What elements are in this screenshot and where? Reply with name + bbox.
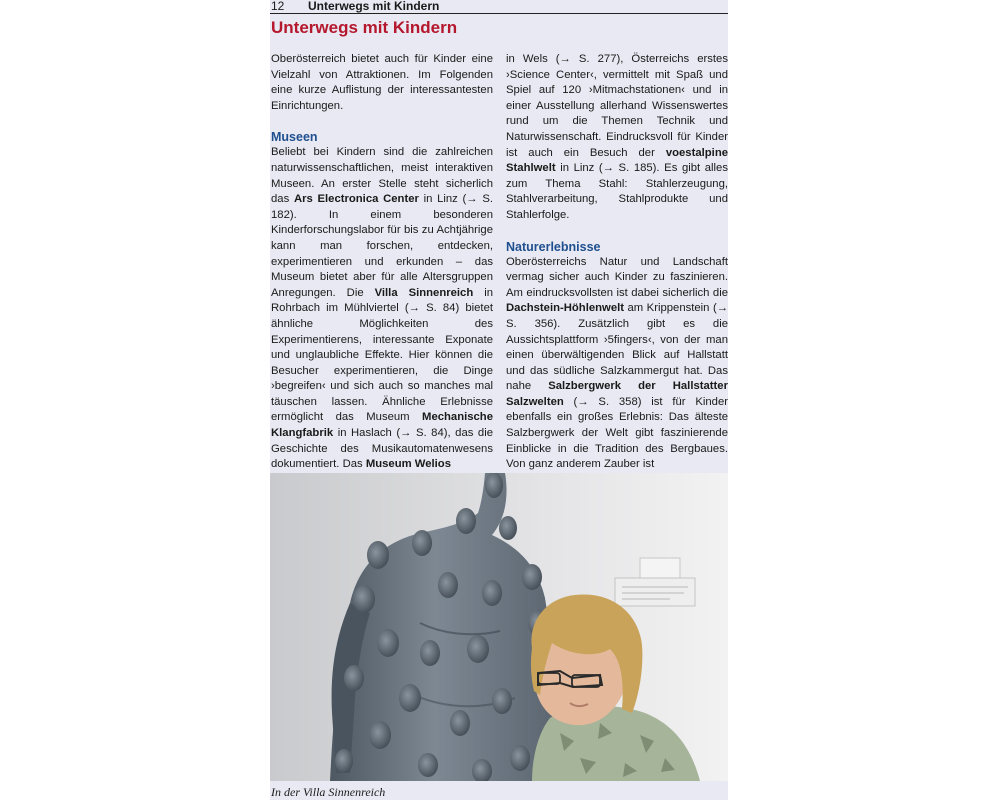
photo-illustration [270, 473, 728, 781]
running-head-title: Unterwegs mit Kindern [308, 0, 440, 13]
section-heading-museen: Museen [271, 130, 318, 145]
natur-text-3: (→ S. 358) ist für Kinder ebenfalls ein großes Erlebnis: Das älteste Salzbergwerk der Welt gibt faszinierende Einblicke in die Tradition des Bergbaues. Von ganz anderem Zauber ist [506, 395, 728, 471]
museen-text-5: in Wels (→ S. 277), Österreichs erstes ›Science Center‹, vermittelt mit Spaß und Spiel auf 120 ›Mitmachstationen‹ und in einer Ausstellung allerhand Wissenswertes rund um die Themen Technik und Naturwissenschaft. Eindrucksvoll für Kinder ist auch ein Besuch der [506, 53, 728, 159]
photo-caption: In der Villa Sinnenreich [271, 785, 386, 799]
highlight-voestalpine-stahlwelt: voestalpine Stahlwelt [506, 146, 728, 175]
museen-paragraph [271, 145, 493, 472]
museen-text-1: Beliebt bei Kindern sind die zahlreichen naturwissenschaftlichen, meist interaktiven Museen. An erster Stelle steht sicherlich das [271, 146, 493, 206]
highlight-mechanische-klangfabrik: Mechanische Klangfabrik [271, 411, 493, 440]
museen-text-6: in Linz (→ S. 185). Es gibt alles zum Thema Stahl: Stahlerzeugung, Stahlverarbeitung, Stahlprodukte und Stahlerfolge. [506, 162, 728, 221]
wall-plaque-text [615, 578, 695, 606]
museen-text-3: in Rohrbach im Mühlviertel (→ S. 84) bietet ähnliche Möglichkeiten des Experimentierens, interessante Exponate und unglaubliche Effekte. Hier können die Besucher experimentieren, die Dinge ›begreifen‹ und sich auch so manches mal täuschen lassen. Ähnliche Erlebnisse ermöglicht das Museum [271, 286, 493, 424]
natur-paragraph [506, 255, 728, 473]
text-column-right [506, 52, 728, 473]
text-column-left [271, 52, 493, 473]
highlight-salzbergwerk-hallstatt: Salzbergwerk der Hallstatter Salzwelten [506, 380, 728, 408]
intro-paragraph: Oberösterreich bietet auch für Kinder eine Vielzahl von Attraktionen. Im Folgenden eine kurze Auflistung der interessantesten Einrichtungen. [271, 53, 493, 112]
page-number: 12 [271, 0, 285, 13]
museen-text-4: in Haslach (→ S. 84), das die Geschichte des Musikautomatenwesens dokumentiert. Das [271, 427, 493, 471]
museen-continued-paragraph [506, 52, 728, 224]
chapter-title: Unterwegs mit Kindern [271, 18, 458, 37]
highlight-museum-welios: Museum Welios [365, 458, 451, 471]
natur-text-2: am Krippenstein (→ S. 356). Zusätzlich gibt es die Aussichtsplattform ›5fingers‹, von der man einen überwältigenden Blick auf Hallstatt und das südliche Salzkammergut hat. Das nahe [506, 302, 728, 393]
museen-text-2: in Linz (→ S. 182). In einem besonderen Kinderforschungslabor für bis zu Achtjährige kann man forschen, entdecken, experimentieren und erkunden – das Museum bietet aber für alle Altersgruppen Anregungen. Die [271, 193, 493, 299]
highlight-dachstein-hoehlenwelt: Dachstein-Höhlenwelt [506, 302, 625, 315]
section-heading-naturerlebnisse: Naturerlebnisse [506, 239, 601, 254]
book-page [270, 0, 728, 800]
running-head [270, 0, 728, 14]
highlight-ars-electronica-center: Ars Electronica Center [293, 193, 419, 206]
highlight-villa-sinnenreich: Villa Sinnenreich [374, 286, 474, 299]
natur-text-1: Oberösterreichs Natur und Landschaft vermag sicher auch Kinder zu faszinieren. Am eindrucksvollsten ist dabei sicherlich die [506, 255, 728, 299]
photo-villa-sinnenreich [270, 473, 728, 781]
